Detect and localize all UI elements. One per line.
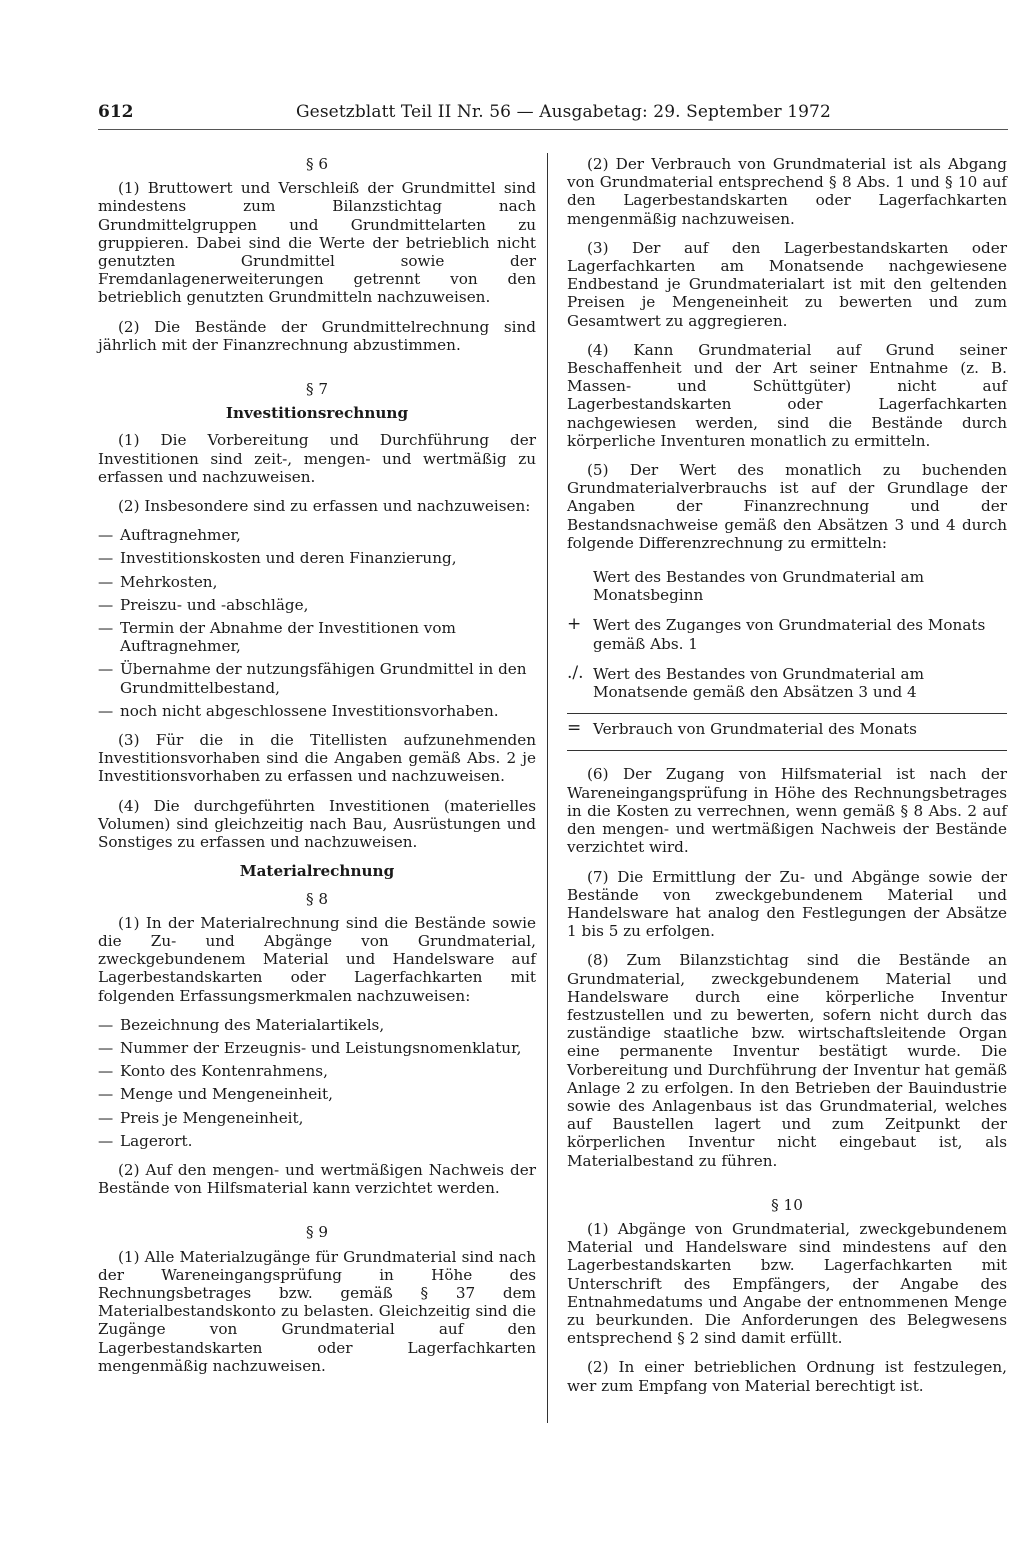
s9-paragraph-7: (7) Die Ermittlung der Zu- und Abgänge sowie der Bestände von zweckgebundenem Material und Handelsware hat analog den Festlegungen der Absätze 1 bis 5 zu erfolgen. <box>567 867 1007 941</box>
s7-paragraph-4: (4) Die durchgeführten Investitionen (materielles Volumen) sind gleichzeitig nach Bau, Ausrüstungen und Sonstiges zu erfassen und nachzuweisen. <box>98 796 536 852</box>
list-item: — noch nicht abgeschlossene Investitionsvorhaben. <box>98 701 499 720</box>
s6-paragraph-1: (1) Bruttowert und Verschleiß der Grundmittel sind mindestens zum Bilanzstichtag nach Grundmittelgruppen und Grundmittelarten zu gruppieren. Dabei sind die Werte der betrieblich nicht genutzten Grundmittel sowie der Fremdanlagenerweiterungen getrennt von den betrieblich genutzten Grundmitteln nachzuweisen. <box>98 179 536 307</box>
s9-paragraph-1: (1) Alle Materialzugänge für Grundmaterial sind nach der Wareneingangsprüfung in Höhe des Rechnungsbetrages bzw. gemäß § 37 dem Materialbestandskonto zu belasten. Gleichzeitig sind die Zugänge von Grundmaterial auf den Lagerbestandskarten oder Lagerfachkarten mengenmäßig nachzuweisen. <box>98 1247 536 1375</box>
page-number: 612 <box>98 102 134 122</box>
section-9-heading: § 9 <box>305 1223 329 1242</box>
list-item: — Übernahme der nutzungsfähigen Grundmittel in den Grundmittelbestand, <box>98 660 527 697</box>
s7-paragraph-2: (2) Insbesondere sind zu erfassen und nachzuweisen: <box>118 497 531 516</box>
list-item: — Auftragnehmer, <box>98 526 241 545</box>
s6-paragraph-2: (2) Die Bestände der Grundmittelrechnung sind jährlich mit der Finanzrechnung abzustimmen. <box>98 317 536 354</box>
list-item: — Mehrkosten, <box>98 572 218 591</box>
page-header <box>98 100 1008 132</box>
right-column <box>567 155 1007 1406</box>
column-divider <box>547 153 548 1423</box>
s7-paragraph-1: (1) Die Vorbereitung und Durchführung der Investitionen sind zeit-, mengen- und wertmäßig zu erfassen und nachzuweisen. <box>98 431 536 486</box>
calc-row-opening-stock: Wert des Bestandes von Grundmaterial am Monatsbeginn <box>593 568 924 605</box>
s10-paragraph-2: (2) In einer betrieblichen Ordnung ist festzulegen, wer zum Empfang von Material berechtigt ist. <box>567 1358 1007 1395</box>
list-item: — Lagerort. <box>98 1131 193 1150</box>
list-item: — Konto des Kontenrahmens, <box>98 1062 328 1081</box>
section-7-heading: § 7 <box>305 380 329 399</box>
list-item: — Termin der Abnahme der Investitionen vom Auftragnehmer, <box>98 619 456 656</box>
difference-calculation <box>567 568 1007 751</box>
s9-paragraph-6: (6) Der Zugang von Hilfsmaterial ist nach der Wareneingangsprüfung in Höhe des Rechnungsbetrages in die Kosten zu verrechnen, wenn gemäß § 8 Abs. 2 auf den mengen- und wertmäßigen Nachweis der Bestände verzichtet wird. <box>567 765 1007 857</box>
list-item: — Nummer der Erzeugnis- und Leistungsnomenklatur, <box>98 1038 522 1057</box>
s9-paragraph-5: (5) Der Wert des monatlich zu buchenden Grundmaterialverbrauchs ist auf der Grundlage der Angaben der Finanzrechnung und der Bestandsnachweise gemäß den Absätzen 3 und 4 durch folgende Differenzrechnung zu ermitteln: <box>567 461 1007 552</box>
s9-paragraph-2: (2) Der Verbrauch von Grundmaterial ist als Abgang von Grundmaterial entsprechend § 8 Abs. 1 und § 10 auf den Lagerbestandskarten oder Lagerfachkarten mengenmäßig nachzuweisen. <box>567 155 1007 228</box>
s9-paragraph-8: (8) Zum Bilanzstichtag sind die Bestände an Grundmaterial, zweckgebundenem Material und Handelsware durch eine körperliche Inventur festzustellen und zu bewerten, sofern nicht durch das zuständige staatliche bzw. wirtschaftsleitende Organ eine permanente Inventur bestätigt wurde. Die Vorbereitung und Durchführung der Inventur hat gemäß Anlage 2 zu erfolgen. In den Betrieben der Bauindustrie sowie des Anlagenbaus ist das Grundmaterial, welches auf Baustellen lagert und zum Zeitpunkt der körperlichen Inventur nicht eingebaut ist, als Materialbestand zu führen. <box>567 951 1007 1170</box>
s7-list <box>98 526 536 720</box>
left-column <box>98 155 536 1386</box>
s10-paragraph-1: (1) Abgänge von Grundmaterial, zweckgebundenem Material und Handelsware sind mindestens auf den Lagerbestandskarten bzw. Lagerfachkarten mit Unterschrift des Empfängers, der Angabe des Entnahmedatums und Angabe der entnommenen Menge zu beurkunden. Die Anforderungen des Belegwesens entsprechend § 2 sind damit erfüllt. <box>567 1219 1007 1348</box>
s8-paragraph-2: (2) Auf den mengen- und wertmäßigen Nachweis der Bestände von Hilfsmaterial kann verzichtet werden. <box>98 1160 536 1198</box>
section-8-heading: § 8 <box>305 889 329 908</box>
material-title: Materialrechnung <box>239 862 395 881</box>
calc-row-closing-stock: ./. Wert des Bestandes von Grundmaterial am Monatsende gemäß den Absätzen 3 und 4 <box>567 662 924 702</box>
section-7-title: Investitionsrechnung <box>225 404 409 423</box>
calc-rule-bottom <box>567 750 1007 751</box>
s9-paragraph-3: (3) Der auf den Lagerbestandskarten oder Lagerfachkarten am Monatsende nachgewiesene Endbestand je Grundmaterialart ist mit den geltenden Preisen je Mengeneinheit zu bewerten und zum Gesamtwert zu aggregieren. <box>567 238 1007 330</box>
calc-row-additions: + Wert des Zuganges von Grundmaterial des Monats gemäß Abs. 1 <box>567 614 986 653</box>
running-head: Gesetzblatt Teil II Nr. 56 — Ausgabetag: 29. September 1972 <box>296 102 831 122</box>
list-item: — Bezeichnung des Materialartikels, <box>98 1015 385 1034</box>
header-rule <box>98 129 1008 130</box>
s9-paragraph-4: (4) Kann Grundmaterial auf Grund seiner Beschaffenheit und der Art seiner Entnahme (z. B. Massen- und Schüttgüter) nicht auf Lagerbestandskarten oder Lagerfachkarten nachgewiesen werden, sind die Bestände durch körperliche Inventuren monatlich zu ermitteln. <box>567 340 1007 450</box>
list-item: — Menge und Mengeneinheit, <box>98 1085 333 1104</box>
list-item: — Preis je Mengeneinheit, <box>98 1108 304 1127</box>
s7-paragraph-3: (3) Für die in die Titellisten aufzunehmenden Investitionsvorhaben sind die Angaben gemäß Abs. 2 je Investitionsvorhaben zu erfassen und nachzuweisen. <box>98 731 536 786</box>
list-item: — Investitionskosten und deren Finanzierung, <box>98 549 457 568</box>
section-10-heading: § 10 <box>771 1195 803 1214</box>
calc-row-consumption: = Verbrauch von Grundmaterial des Monats <box>567 718 917 739</box>
s8-paragraph-1: (1) In der Materialrechnung sind die Bestände sowie die Zu- und Abgänge von Grundmaterial, zweckgebundenem Material und Handelsware auf Lagerbestandskarten oder Lagerfachkarten mit folgenden Erfassungsmerkmalen nachzuweisen: <box>98 913 536 1005</box>
section-6-heading: § 6 <box>305 155 329 173</box>
list-item: — Preiszu- und -abschläge, <box>98 595 309 614</box>
plus-operator: + <box>567 614 582 635</box>
s8-list <box>98 1016 536 1150</box>
equals-operator: = <box>567 718 582 739</box>
calc-rule <box>567 713 1007 714</box>
minus-operator: ./. <box>567 662 584 683</box>
